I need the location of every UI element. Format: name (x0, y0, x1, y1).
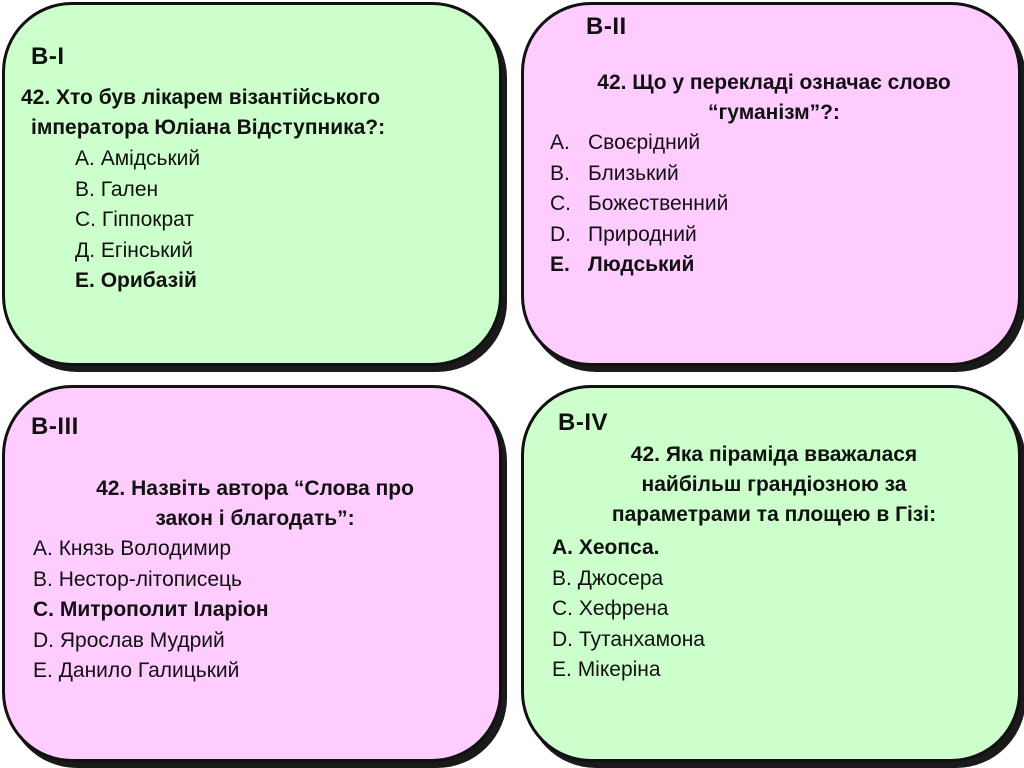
option-text: Нестор-літописець (58, 567, 242, 591)
option-text: Людський (588, 253, 695, 277)
variant-card-3 (2, 385, 502, 762)
question-text (532, 68, 1016, 128)
option-letter: E. (550, 253, 570, 277)
answer-option-correct (552, 533, 705, 564)
option-text: Джосера (577, 566, 664, 590)
option-letter: A. (550, 131, 570, 154)
answer-option (550, 220, 728, 251)
option-letter: В. (33, 567, 53, 591)
question-line: 42. Назвіть автора “Слова про (96, 477, 414, 500)
option-letter: Е. (33, 659, 53, 683)
answer-option (552, 594, 705, 625)
option-text: Божественний (588, 192, 729, 216)
option-text: Природний (588, 222, 697, 246)
answer-options (552, 533, 705, 686)
option-letter: В. (552, 566, 572, 590)
question-line: 42. Хто був лікарем візантійського (21, 86, 381, 109)
option-text: Гіппократ (101, 208, 195, 232)
answer-options (75, 144, 200, 297)
answer-option (33, 565, 269, 596)
question-text (21, 83, 491, 143)
answer-option (33, 534, 269, 565)
answer-option-correct (33, 595, 269, 626)
option-text: Амідський (100, 147, 201, 170)
answer-option (550, 128, 728, 159)
variant-label: В-ІІІ (31, 413, 79, 440)
option-letter: D. (33, 628, 54, 652)
answer-option (75, 175, 200, 206)
variant-card-4 (521, 385, 1021, 762)
question-line: 42. Яка піраміда вважалася (630, 443, 918, 466)
option-letter: А. (75, 147, 95, 170)
option-text: Егінський (100, 238, 193, 262)
option-letter: Е. (75, 269, 95, 293)
option-letter: С. (552, 597, 573, 621)
answer-option-correct (75, 266, 200, 297)
variant-card-2 (521, 2, 1021, 366)
answer-option (75, 205, 200, 236)
variant-label: В-І (31, 43, 65, 70)
option-text: Тутанхамона (578, 627, 705, 651)
answer-option (550, 189, 728, 220)
option-letter: А. (552, 536, 573, 559)
option-letter: B. (550, 161, 570, 185)
option-letter: C. (550, 192, 571, 216)
variant-card-1 (2, 2, 502, 366)
answer-option (550, 159, 728, 190)
option-letter: Е. (552, 658, 572, 682)
option-text: Ярослав Мудрий (59, 628, 225, 652)
option-letter: D. (550, 222, 571, 246)
question-line: закон і благодать”: (155, 507, 355, 530)
option-text: Гален (100, 177, 159, 201)
answer-option (552, 564, 705, 595)
option-text: Князь Володимир (58, 537, 232, 560)
variant-label: В-ІV (558, 409, 608, 436)
option-letter: Д. (75, 238, 96, 262)
question-line: “гуманізм”?: (708, 101, 840, 124)
question-line: найбільш грандіозною за (641, 473, 907, 496)
answer-option (75, 236, 200, 267)
option-text: Данило Галицький (58, 659, 240, 683)
option-letter: D. (552, 627, 573, 651)
option-letter: В. (75, 177, 95, 201)
answer-option (75, 144, 200, 175)
option-letter: С. (75, 208, 96, 232)
option-letter: С. (33, 598, 54, 622)
variant-label: В-ІІ (586, 13, 627, 40)
question-text (25, 474, 485, 534)
option-text: Митрополит Іларіон (59, 598, 269, 622)
answer-option (33, 626, 269, 657)
answer-options (550, 128, 728, 281)
option-text: Орибазій (100, 269, 197, 293)
question-line: параметрами та площею в Гізі: (611, 503, 937, 526)
option-letter: А. (33, 537, 53, 560)
question-text (544, 440, 1004, 530)
option-text: Хеопса. (578, 536, 660, 559)
question-line: імператора Юліана Відступника?: (31, 116, 386, 139)
answer-option (552, 625, 705, 656)
answer-option (33, 656, 269, 687)
option-text: Хефрена (578, 597, 669, 621)
answer-options (33, 534, 269, 687)
option-text: Своєрідний (588, 131, 701, 154)
option-text: Мікеріна (577, 658, 661, 682)
answer-option-correct (550, 250, 728, 281)
option-text: Близький (588, 161, 679, 185)
answer-option (552, 655, 705, 686)
question-line: 42. Що у перекладі означає слово (597, 71, 951, 94)
